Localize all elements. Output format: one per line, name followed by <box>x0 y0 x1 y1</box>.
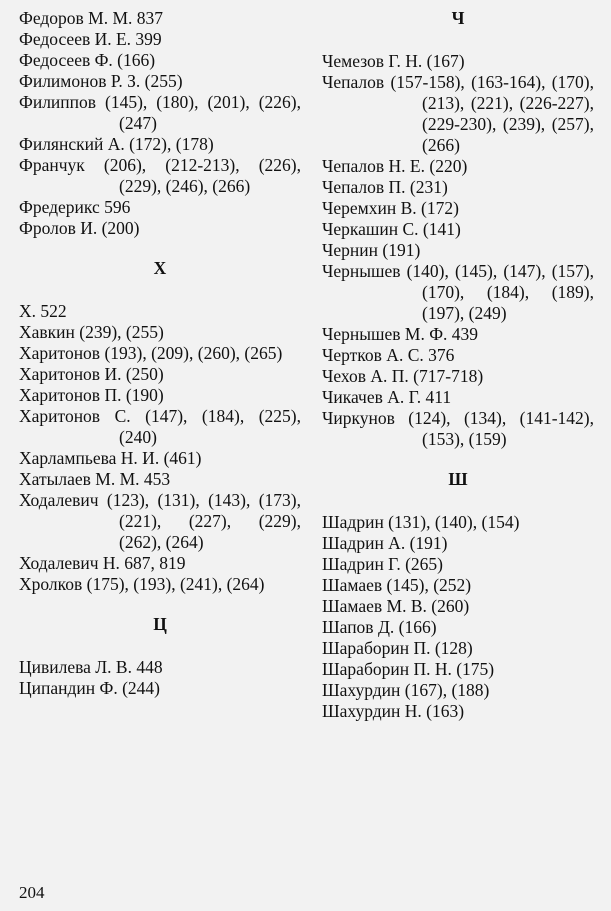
index-entry: Франчук (206), (212-213), (226), (229), (246), (266) <box>19 155 301 196</box>
index-entry: Филиппов (145), (180), (201), (226), (247) <box>19 92 301 133</box>
index-entry: Шадрин (131), (140), (154) <box>322 512 520 532</box>
section-heading-ts: Ц <box>153 614 167 634</box>
index-entry: Шараборин П. (128) <box>322 638 473 658</box>
index-entry: Чернышев М. Ф. 439 <box>322 324 479 344</box>
index-entry: Шамаев (145), (252) <box>322 575 472 595</box>
index-entry: Шапов Д. (166) <box>322 617 437 637</box>
index-entry: Хатылаев М. М. 453 <box>19 469 171 489</box>
index-entry: Шахурдин (167), (188) <box>322 680 490 700</box>
section-heading-ch: Ч <box>451 8 465 28</box>
index-entry: Харитонов П. (190) <box>19 385 164 405</box>
index-entry: Шараборин П. Н. (175) <box>322 659 495 679</box>
index-group-ts <box>19 657 301 699</box>
index-entry: Х. 522 <box>19 301 67 321</box>
right-column <box>322 8 594 722</box>
section-heading-kh: Х <box>153 258 167 278</box>
left-column <box>19 8 301 699</box>
index-entry: Шахурдин Н. (163) <box>322 701 465 721</box>
index-group-ch <box>322 51 594 450</box>
index-entry: Филимонов Р. З. (255) <box>19 71 183 91</box>
index-entry: Фролов И. (200) <box>19 218 140 238</box>
index-entry: Цивилева Л. В. 448 <box>19 657 163 677</box>
index-entry: Харитонов С. (147), (184), (225), (240) <box>19 406 301 447</box>
index-group-f <box>19 8 301 239</box>
page-number: 204 <box>19 883 45 902</box>
index-entry: Федосеев И. Е. 399 <box>19 29 162 49</box>
index-group-kh <box>19 301 301 595</box>
index-entry: Хавкин (239), (255) <box>19 322 164 342</box>
index-entry: Чепалов П. (231) <box>322 177 448 197</box>
index-entry: Чикачев А. Г. 411 <box>322 387 452 407</box>
index-entry: Чепалов Н. Е. (220) <box>322 156 468 176</box>
index-entry: Чернин (191) <box>322 240 421 260</box>
index-entry: Харитонов И. (250) <box>19 364 164 384</box>
index-entry: Чемезов Г. Н. (167) <box>322 51 465 71</box>
index-entry: Харлампьева Н. И. (461) <box>19 448 202 468</box>
index-entry: Хролков (175), (193), (241), (264) <box>19 574 265 594</box>
index-entry: Федосеев Ф. (166) <box>19 50 156 70</box>
index-entry: Черкашин С. (141) <box>322 219 461 239</box>
index-entry: Федоров М. М. 837 <box>19 8 164 28</box>
index-entry: Чиркунов (124), (134), (141-142), (153), (159) <box>322 408 594 449</box>
index-entry: Фредерикс 596 <box>19 197 131 217</box>
index-entry: Филянский А. (172), (178) <box>19 134 214 154</box>
index-entry: Шадрин Г. (265) <box>322 554 443 574</box>
index-entry: Черемхин В. (172) <box>322 198 459 218</box>
index-entry: Харитонов (193), (209), (260), (265) <box>19 343 283 363</box>
index-entry: Чертков А. С. 376 <box>322 345 455 365</box>
index-entry: Ходалевич Н. 687, 819 <box>19 553 186 573</box>
index-entry: Чернышев (140), (145), (147), (157), (170), (184), (189), (197), (249) <box>322 261 594 323</box>
index-entry: Чепалов (157-158), (163-164), (170), (213), (221), (226-227), (229-230), (239), (257), (266) <box>322 72 594 155</box>
index-entry: Ходалевич (123), (131), (143), (173), (221), (227), (229), (262), (264) <box>19 490 301 552</box>
index-group-sh <box>322 512 594 722</box>
index-entry: Чехов А. П. (717-718) <box>322 366 484 386</box>
index-entry: Шамаев М. В. (260) <box>322 596 470 616</box>
index-entry: Ципандин Ф. (244) <box>19 678 160 698</box>
index-entry: Шадрин А. (191) <box>322 533 448 553</box>
section-heading-sh: Ш <box>448 469 468 489</box>
